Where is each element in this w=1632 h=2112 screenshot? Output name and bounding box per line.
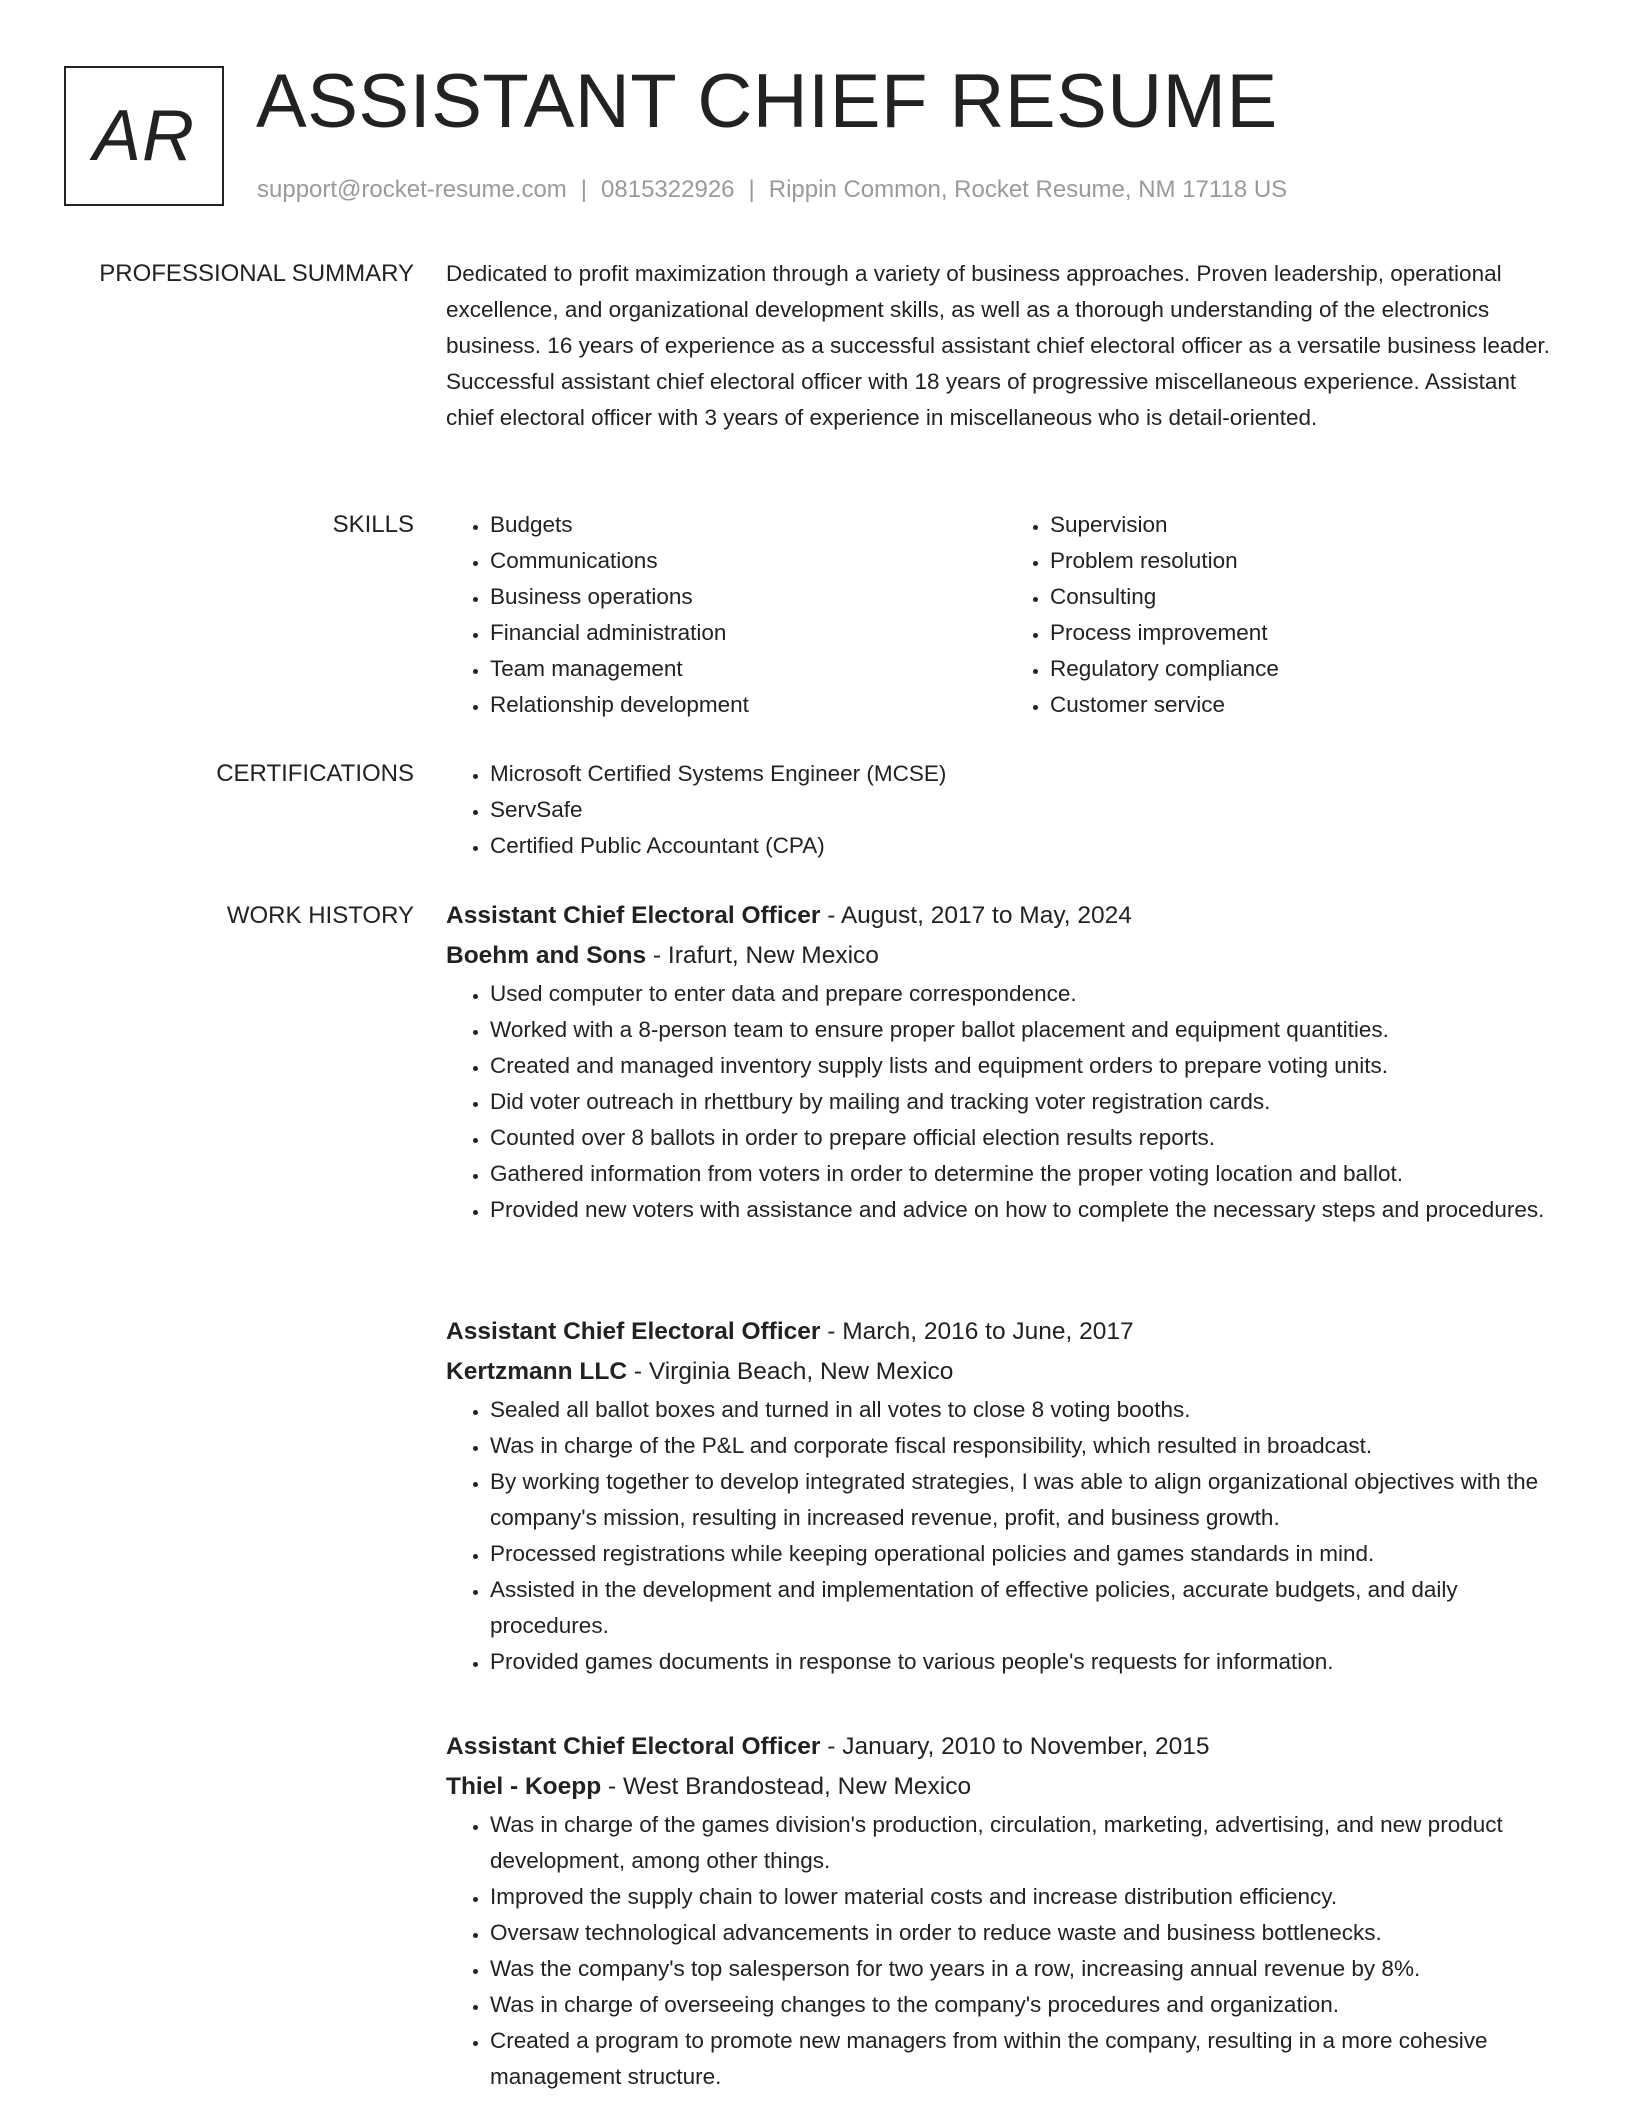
job-location: - Virginia Beach, New Mexico [627, 1358, 954, 1385]
skill-item: • Customer service [1050, 687, 1566, 723]
job-company-line [446, 1767, 1566, 1807]
skills-list-right [1006, 507, 1566, 723]
contact-line [257, 174, 1287, 206]
job-dates: - March, 2016 to June, 2017 [820, 1318, 1134, 1345]
job-bullet: • Worked with a 8-person team to ensure proper ballot placement and equipment quantities. [490, 1012, 1566, 1048]
job-company-line [446, 936, 1566, 976]
job-dates: - January, 2010 to November, 2015 [820, 1733, 1210, 1760]
skills-body [446, 507, 1566, 723]
section-label-skills: SKILLS [332, 511, 414, 538]
job-title-line [446, 896, 1566, 936]
job-bullet: • Created a program to promote new managers from within the company, resulting in a more cohesive management structure. [490, 2023, 1566, 2095]
monogram-logo: AR [64, 66, 224, 206]
skill-item: • Communications [490, 543, 1006, 579]
job-bullet: • Oversaw technological advancements in order to reduce waste and business bottlenecks. [490, 1915, 1566, 1951]
contact-email: support@rocket-resume.com [257, 176, 567, 203]
job-entry [446, 1727, 1566, 2095]
certification-item: • Microsoft Certified Systems Engineer (MCSE) [490, 756, 1566, 792]
section-label-certifications: CERTIFICATIONS [216, 760, 414, 787]
skill-item: • Supervision [1050, 507, 1566, 543]
job-title: Assistant Chief Electoral Officer [446, 902, 821, 929]
job-bullet: • Improved the supply chain to lower material costs and increase distribution efficiency. [490, 1879, 1566, 1915]
job-bullet: • Assisted in the development and implementation of effective policies, accurate budgets, and daily procedures. [490, 1572, 1566, 1644]
certification-item: • Certified Public Accountant (CPA) [490, 828, 1566, 864]
job-bullet: • Provided new voters with assistance and advice on how to complete the necessary steps and procedures. [490, 1192, 1566, 1228]
skill-item: • Financial administration [490, 615, 1006, 651]
contact-address: Rippin Common, Rocket Resume, NM 17118 US [768, 176, 1288, 203]
contact-phone: 0815322926 [601, 176, 735, 203]
job-bullet: • Used computer to enter data and prepare correspondence. [490, 976, 1566, 1012]
job-bullet: • Processed registrations while keeping operational policies and games standards in mind. [490, 1536, 1566, 1572]
job-bullet: • Was in charge of overseeing changes to the company's procedures and organization. [490, 1987, 1566, 2023]
skill-item: • Consulting [1050, 579, 1566, 615]
job-company-line [446, 1352, 1566, 1392]
skill-item: • Problem resolution [1050, 543, 1566, 579]
certifications-body [446, 756, 1566, 864]
certification-item: • ServSafe [490, 792, 1566, 828]
job-location: - Irafurt, New Mexico [646, 942, 879, 969]
contact-separator: | [748, 176, 755, 203]
job-title: Assistant Chief Electoral Officer [446, 1318, 821, 1345]
job-bullet: • Provided games documents in response to various people's requests for information. [490, 1644, 1566, 1680]
skill-item: • Budgets [490, 507, 1006, 543]
skill-item: • Business operations [490, 579, 1006, 615]
job-bullet: • Was in charge of the P&L and corporate fiscal responsibility, which resulted in broadcast. [490, 1428, 1566, 1464]
job-bullet: • By working together to develop integrated strategies, I was able to align organizational objectives with the company's mission, resulting in increased revenue, profit, and business growth. [490, 1464, 1566, 1536]
summary-text: Dedicated to profit maximization through a variety of business approaches. Proven leadership, operational excellence, and organizational development skills, as well as a thorough understanding of the electronics business. 16 years of experience as a successful assistant chief electoral officer as a versatile business leader. Successful assistant chief electoral officer with 18 years of progressive miscellaneous experience. Assistant chief electoral officer with 3 years of experience in miscellaneous who is detail-oriented. [446, 261, 1550, 430]
job-dates: - August, 2017 to May, 2024 [820, 902, 1132, 929]
job-company: Boehm and Sons [446, 942, 647, 969]
job-bullet: • Sealed all ballot boxes and turned in all votes to close 8 voting booths. [490, 1392, 1566, 1428]
resume-title: ASSISTANT CHIEF RESUME [256, 59, 1278, 144]
section-label-work-history: WORK HISTORY [226, 902, 414, 929]
job-company: Thiel - Koepp [446, 1773, 602, 1800]
contact-separator: | [580, 176, 588, 203]
summary-body [446, 256, 1566, 436]
job-bullet: • Gathered information from voters in order to determine the proper voting location and ballot. [490, 1156, 1566, 1192]
certifications-list [446, 756, 1566, 864]
job-bullet: • Created and managed inventory supply lists and equipment orders to prepare voting units. [490, 1048, 1566, 1084]
skill-item: • Regulatory compliance [1050, 651, 1566, 687]
job-bullet-list [446, 976, 1566, 1228]
job-title-line [446, 1312, 1566, 1352]
job-location: - West Brandostead, New Mexico [601, 1773, 972, 1800]
job-bullet-list [446, 1807, 1566, 2095]
job-bullet-list [446, 1392, 1566, 1680]
skill-item: • Team management [490, 651, 1006, 687]
skills-list-left [446, 507, 1006, 723]
job-bullet: • Counted over 8 ballots in order to prepare official election results reports. [490, 1120, 1566, 1156]
job-bullet: • Did voter outreach in rhettbury by mailing and tracking voter registration cards. [490, 1084, 1566, 1120]
skill-item: • Relationship development [490, 687, 1006, 723]
skill-item: • Process improvement [1050, 615, 1566, 651]
job-entry [446, 1312, 1566, 1680]
job-company: Kertzmann LLC [446, 1358, 628, 1385]
job-title: Assistant Chief Electoral Officer [446, 1733, 821, 1760]
job-bullet: • Was the company's top salesperson for two years in a row, increasing annual revenue by 8%. [490, 1951, 1566, 1987]
job-entry [446, 896, 1566, 1228]
job-title-line [446, 1727, 1566, 1767]
section-label-summary: PROFESSIONAL SUMMARY [99, 260, 414, 287]
job-bullet: • Was in charge of the games division's production, circulation, marketing, advertising, and new product development, among other things. [490, 1807, 1566, 1879]
